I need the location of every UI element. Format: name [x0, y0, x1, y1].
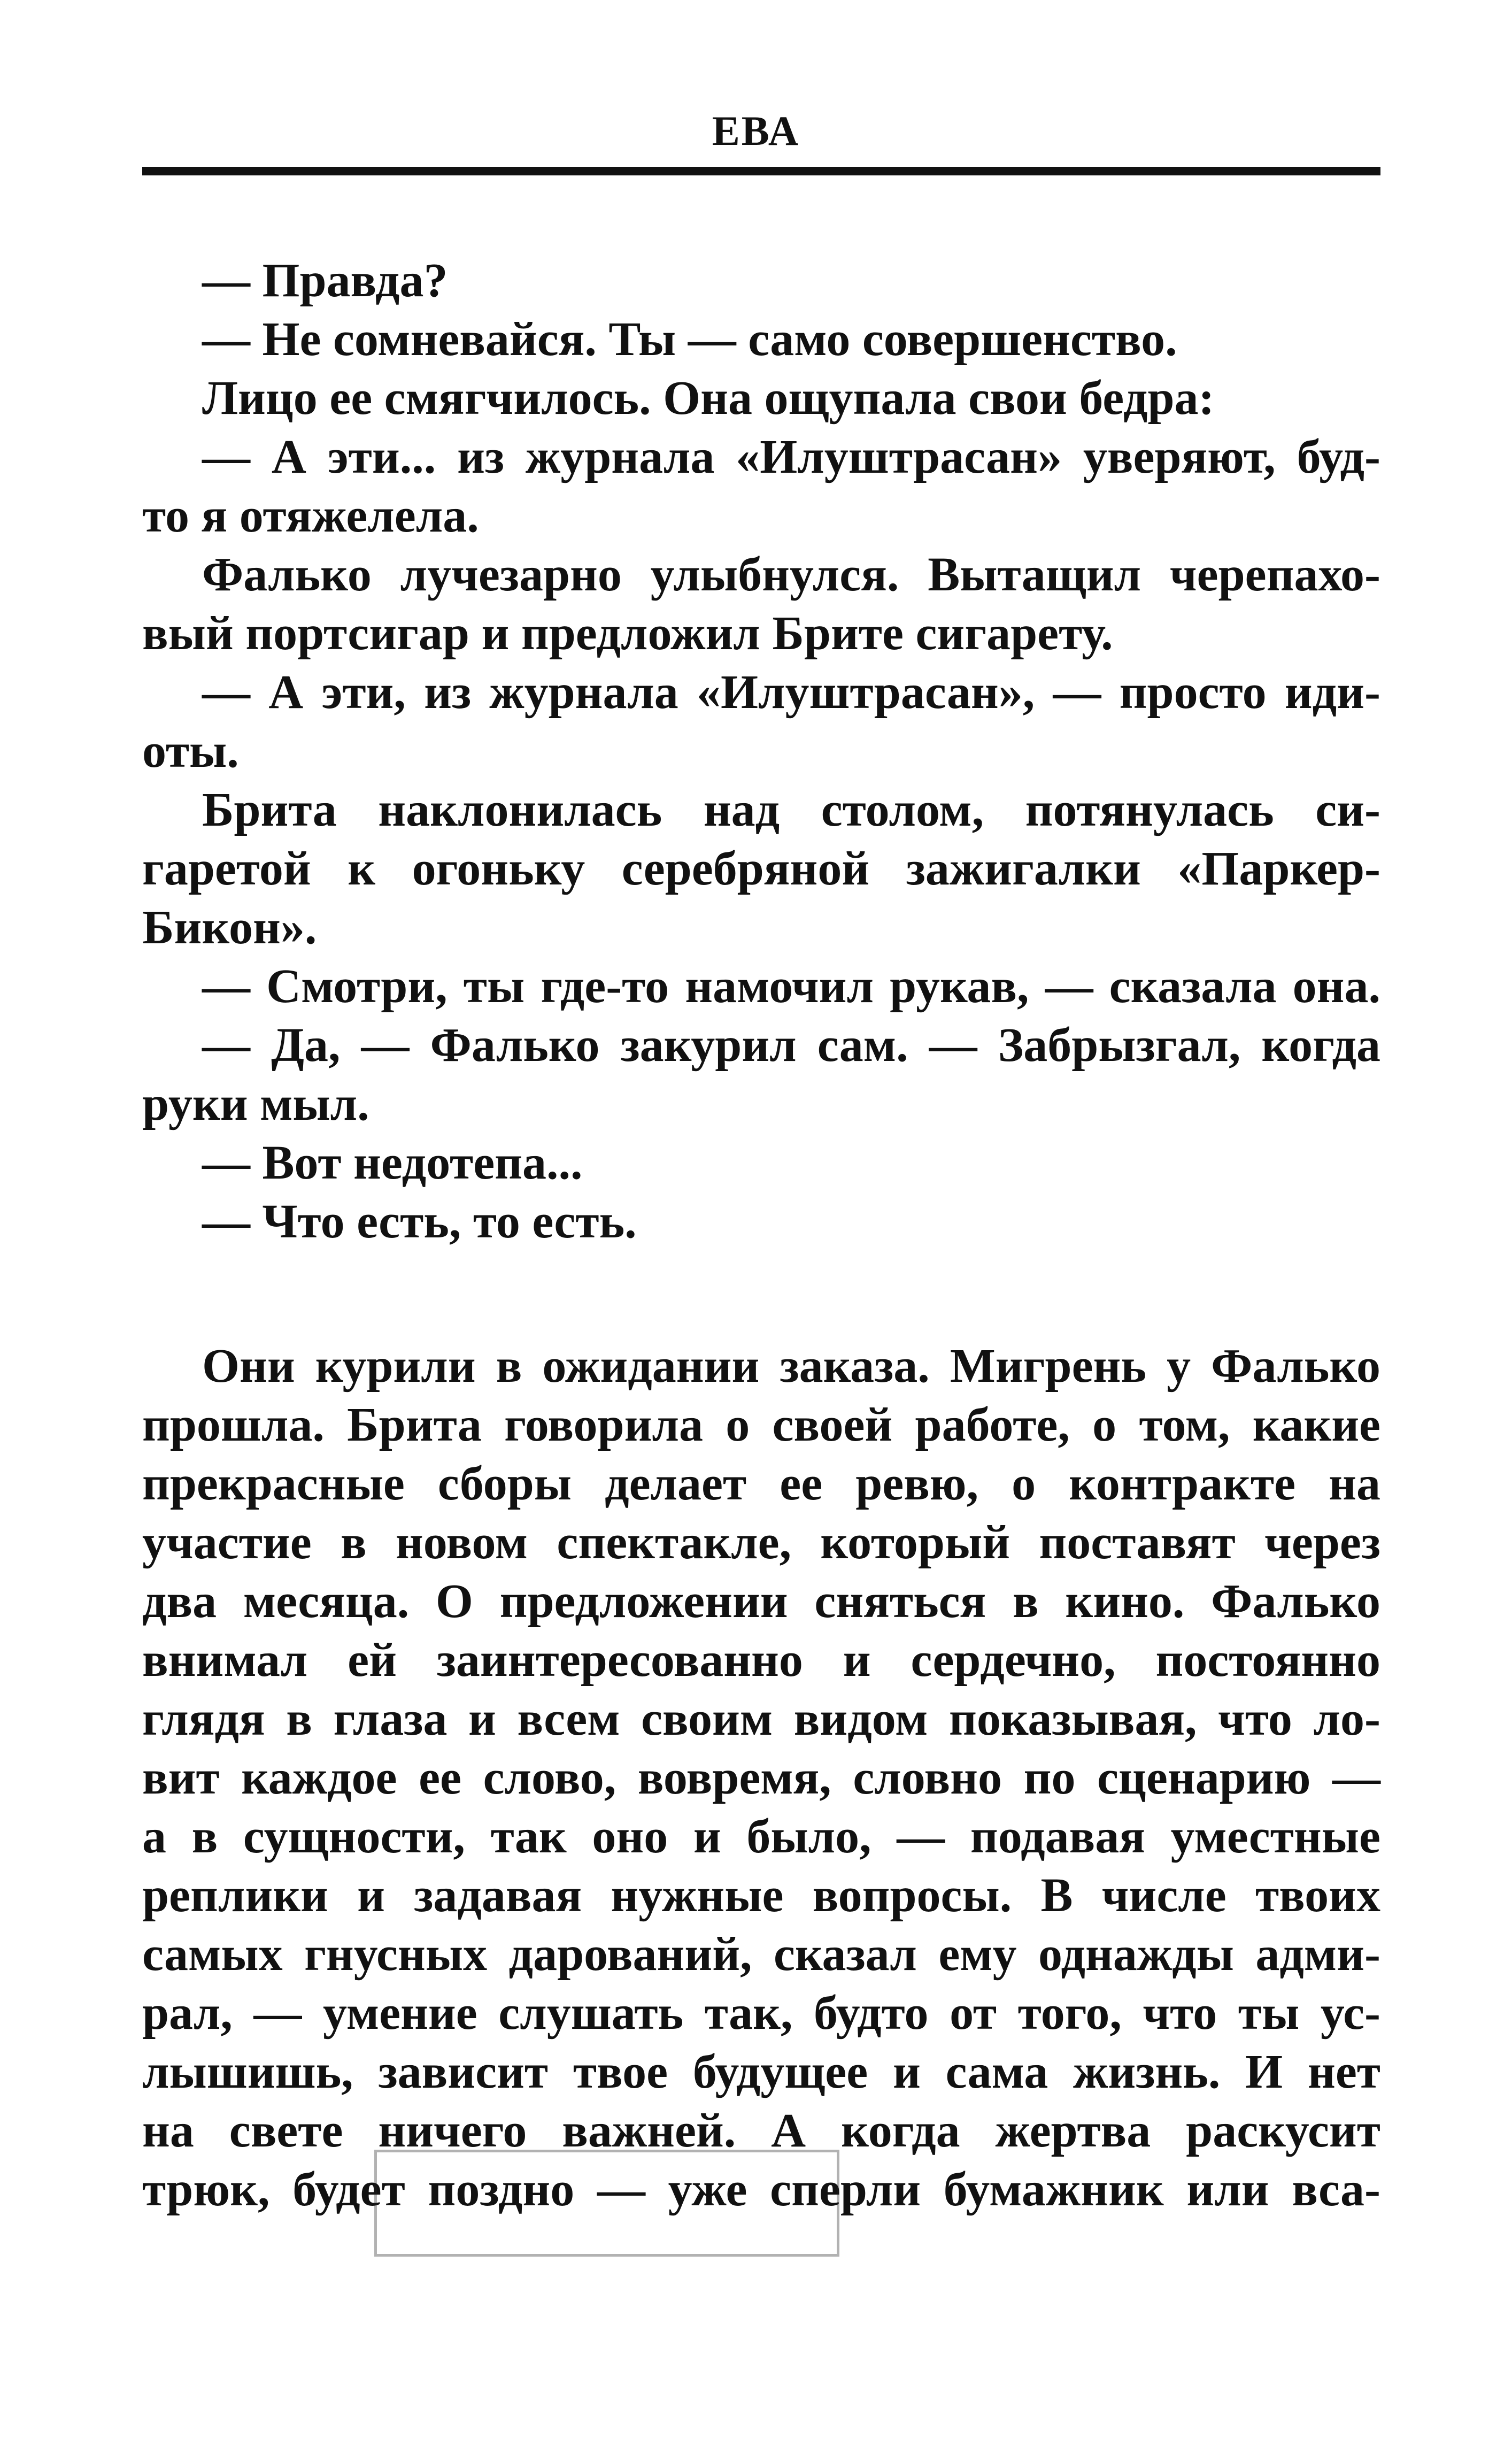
text-line: — Не сомневайся. Ты — само совершенство. [202, 313, 1177, 366]
text-line: гаретой к огоньку серебряной зажигалки «Паркер- [142, 842, 1380, 895]
text-line: прекрасные сборы делает ее ревю, о контракте на [142, 1457, 1380, 1510]
paragraph [142, 1337, 1380, 2219]
paragraph [142, 545, 1380, 663]
text-line: самых гнусных дарований, сказал ему однажды адми- [142, 1928, 1380, 1981]
text-line: — Вот недотепа... [202, 1136, 583, 1189]
text-line: вит каждое ее слово, вовремя, словно по сценарию — [142, 1751, 1380, 1804]
dialogue-line [142, 251, 1380, 310]
text-line: Фалько лучезарно улыбнулся. Вытащил черепахо- [202, 548, 1380, 601]
text-line: реплики и задавая нужные вопросы. В числе твоих [142, 1869, 1380, 1922]
dialogue-line [142, 310, 1380, 369]
dialogue-line [142, 1134, 1380, 1192]
dialogue-line [142, 1192, 1380, 1251]
text-line: — Что есть, то есть. [202, 1195, 637, 1248]
text-line: внимал ей заинтересованно и сердечно, постоянно [142, 1634, 1380, 1687]
header-rule [142, 167, 1380, 175]
text-line: глядя в глаза и всем своим видом показывая, что ло- [142, 1692, 1380, 1745]
dialogue-line [142, 663, 1380, 781]
library-stamp [374, 2150, 839, 2257]
text-line: лышишь, зависит твое будущее и сама жизнь. И нет [142, 2045, 1380, 2098]
text-line: — Да, — Фалько закурил сам. — Забрызгал, когда [202, 1019, 1380, 1072]
text-line: Бикон». [142, 901, 317, 954]
text-line: Брита наклонилась над столом, потянулась си- [202, 783, 1380, 836]
text-line: вый портсигар и предложил Брите сигарету. [142, 607, 1113, 660]
text-line: Они курили в ожидании заказа. Мигрень у Фалько [202, 1340, 1380, 1392]
text-line: руки мыл. [142, 1078, 369, 1130]
text-line: участие в новом спектакле, который поставят через [142, 1516, 1380, 1569]
dialogue-line [142, 428, 1380, 545]
text-line: на свете ничего важней. А когда жертва раскусит [142, 2104, 1380, 2157]
text-line: — А эти, из журнала «Илуштрасан», — просто иди- [202, 666, 1380, 719]
text-line: оты. [142, 725, 239, 778]
running-header: ЕВА [712, 107, 800, 154]
text-line: то я отяжелела. [142, 489, 479, 542]
text-line: прошла. Брита говорила о своей работе, о том, какие [142, 1398, 1380, 1451]
text-line: — А эти... из журнала «Илуштрасан» уверяют, буд- [202, 430, 1380, 483]
text-line: а в сущности, так оно и было, — подавая уместные [142, 1810, 1380, 1863]
dialogue-line [142, 1016, 1380, 1134]
text-line: рал, — умение слушать так, будто от того, что ты ус- [142, 1987, 1380, 2040]
paragraph [142, 369, 1380, 428]
paragraph [142, 781, 1380, 957]
text-line: Лицо ее смягчилось. Она ощупала свои бедра: [202, 372, 1215, 425]
text-line: — Правда? [202, 254, 448, 307]
text-line: трюк, будет поздно — уже сперли бумажник или вса- [142, 2163, 1380, 2216]
dialogue-line [142, 957, 1380, 1016]
text-line: два месяца. О предложении сняться в кино. Фалько [142, 1575, 1380, 1628]
text-line: — Смотри, ты где-то намочил рукав, — сказала она. [202, 960, 1380, 1013]
